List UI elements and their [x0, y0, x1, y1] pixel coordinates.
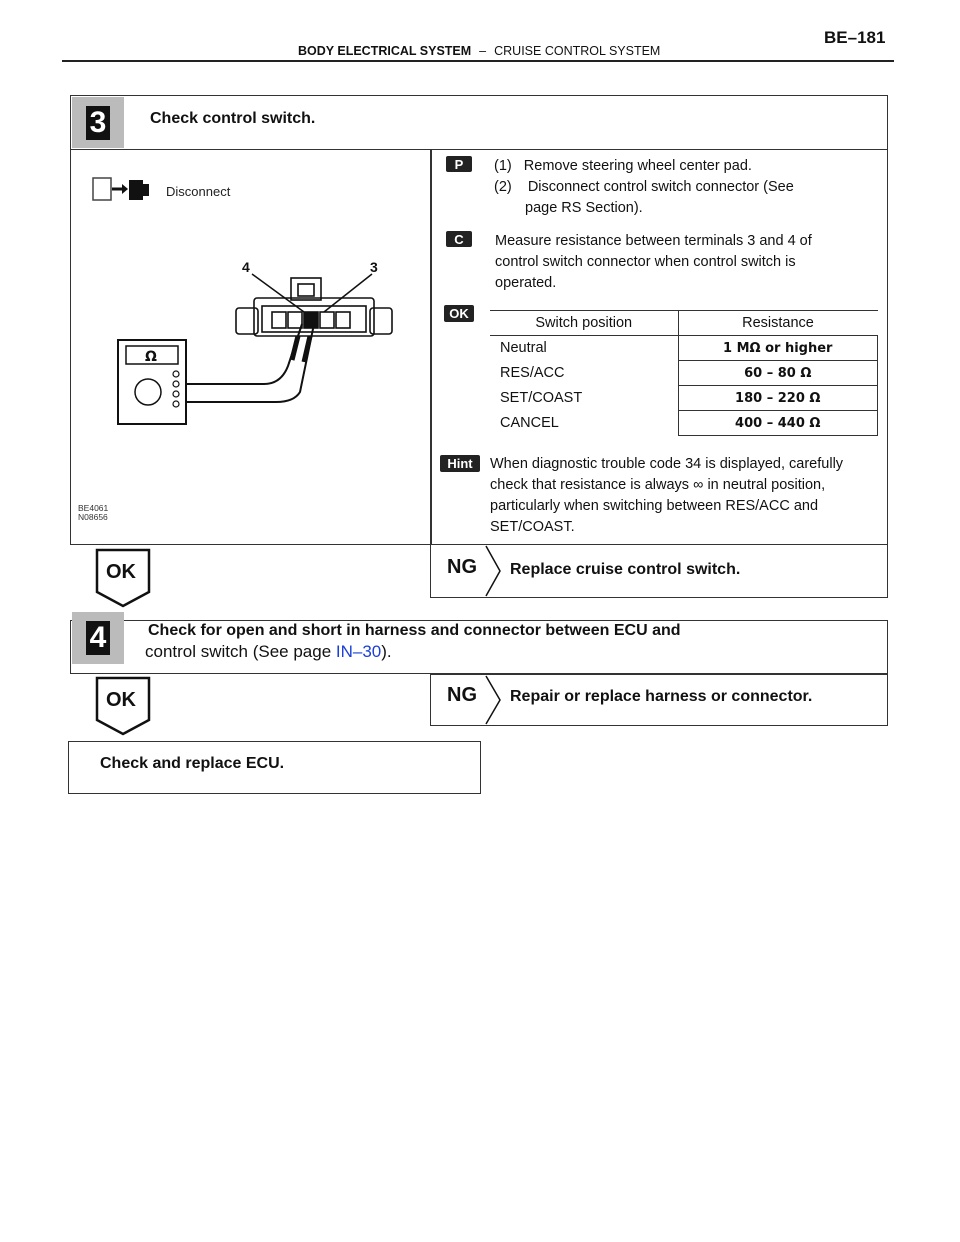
section-title	[298, 44, 660, 58]
table-header-row	[490, 311, 878, 336]
table-row	[490, 336, 878, 361]
header-rule	[62, 60, 894, 62]
connector-diagram	[76, 156, 426, 536]
check-line-2: control switch connector when control switch is	[495, 254, 796, 270]
prep-label: P	[446, 156, 472, 172]
step4-number-text: 4	[86, 621, 111, 655]
step4-title-post: ).	[381, 642, 392, 661]
section-name: BODY ELECTRICAL SYSTEM	[298, 44, 472, 58]
figure-code-1: BE4061	[78, 503, 109, 513]
figure-code-2: N08656	[78, 512, 108, 522]
page-number: BE–181	[824, 28, 886, 47]
cell-resistance: 60 – 80 Ω	[678, 361, 878, 386]
hint-line-2: check that resistance is always ∞ in neutral position,	[490, 477, 826, 493]
step4-title-line2	[145, 642, 392, 662]
section-separator: –	[479, 44, 487, 58]
cell-resistance: 1 MΩ or higher	[678, 336, 878, 361]
terminal-label-3: 3	[370, 259, 378, 275]
terminal-label-4: 4	[242, 259, 250, 275]
ok-badge-text: OK	[106, 561, 136, 583]
cell-resistance: 180 – 220 Ω	[678, 386, 878, 411]
ng-badge-text: NG	[447, 556, 477, 578]
col-resistance: Resistance	[678, 311, 878, 336]
ohmmeter	[118, 340, 186, 424]
check-line-1: Measure resistance between terminals 3 and 4 of	[495, 233, 812, 249]
result3-ng-action: Replace cruise control switch.	[510, 561, 741, 578]
cell-position: CANCEL	[490, 411, 678, 436]
table-row	[490, 386, 878, 411]
col-switch-position: Switch position	[490, 311, 678, 336]
check-label: C	[446, 231, 472, 247]
prep-step-2-cont: page RS Section).	[525, 200, 643, 216]
step3-number	[72, 97, 124, 148]
prep-step-2: (2) Disconnect control switch connector (See	[494, 179, 794, 195]
subsection-name: CRUISE CONTROL SYSTEM	[494, 44, 661, 58]
final-action: Check and replace ECU.	[100, 755, 285, 772]
page-link-in30[interactable]: IN–30	[335, 642, 382, 661]
cell-position: RES/ACC	[490, 361, 678, 386]
figure-divider	[430, 150, 432, 545]
step3-title: Check control switch.	[150, 110, 316, 127]
table-row	[490, 411, 878, 436]
wiring-figure	[76, 156, 426, 536]
ohm-symbol: Ω	[145, 349, 157, 365]
ok-spec-label: OK	[444, 305, 474, 322]
hint-line-1: When diagnostic trouble code 34 is displayed, carefully	[490, 456, 844, 472]
cell-position: Neutral	[490, 336, 678, 361]
ng-arrow-icon	[484, 544, 504, 598]
ng-arrow-icon	[484, 674, 504, 726]
step4-title-line1: Check for open and short in harness and connector between ECU and	[148, 622, 681, 639]
hint-line-4: SET/COAST.	[490, 519, 575, 535]
prep-step-1: (1) Remove steering wheel center pad.	[494, 158, 752, 174]
hint-line-3: particularly when switching between RES/ACC and	[490, 498, 819, 514]
step4-title-pre: control switch (See page	[145, 642, 336, 661]
cell-position: SET/COAST	[490, 386, 678, 411]
hint-label: Hint	[440, 455, 480, 472]
step4-number	[72, 612, 124, 664]
resistance-table	[490, 310, 878, 436]
disconnect-label: Disconnect	[166, 184, 231, 199]
check-line-3: operated.	[495, 275, 557, 291]
ng-badge-text: NG	[447, 684, 477, 706]
cell-resistance: 400 – 440 Ω	[678, 411, 878, 436]
ok-badge-text: OK	[106, 689, 136, 711]
step3-number-text: 3	[86, 106, 111, 140]
table-row	[490, 361, 878, 386]
result4-ng-action: Repair or replace harness or connector.	[510, 688, 813, 705]
disconnect-icon	[93, 178, 149, 200]
